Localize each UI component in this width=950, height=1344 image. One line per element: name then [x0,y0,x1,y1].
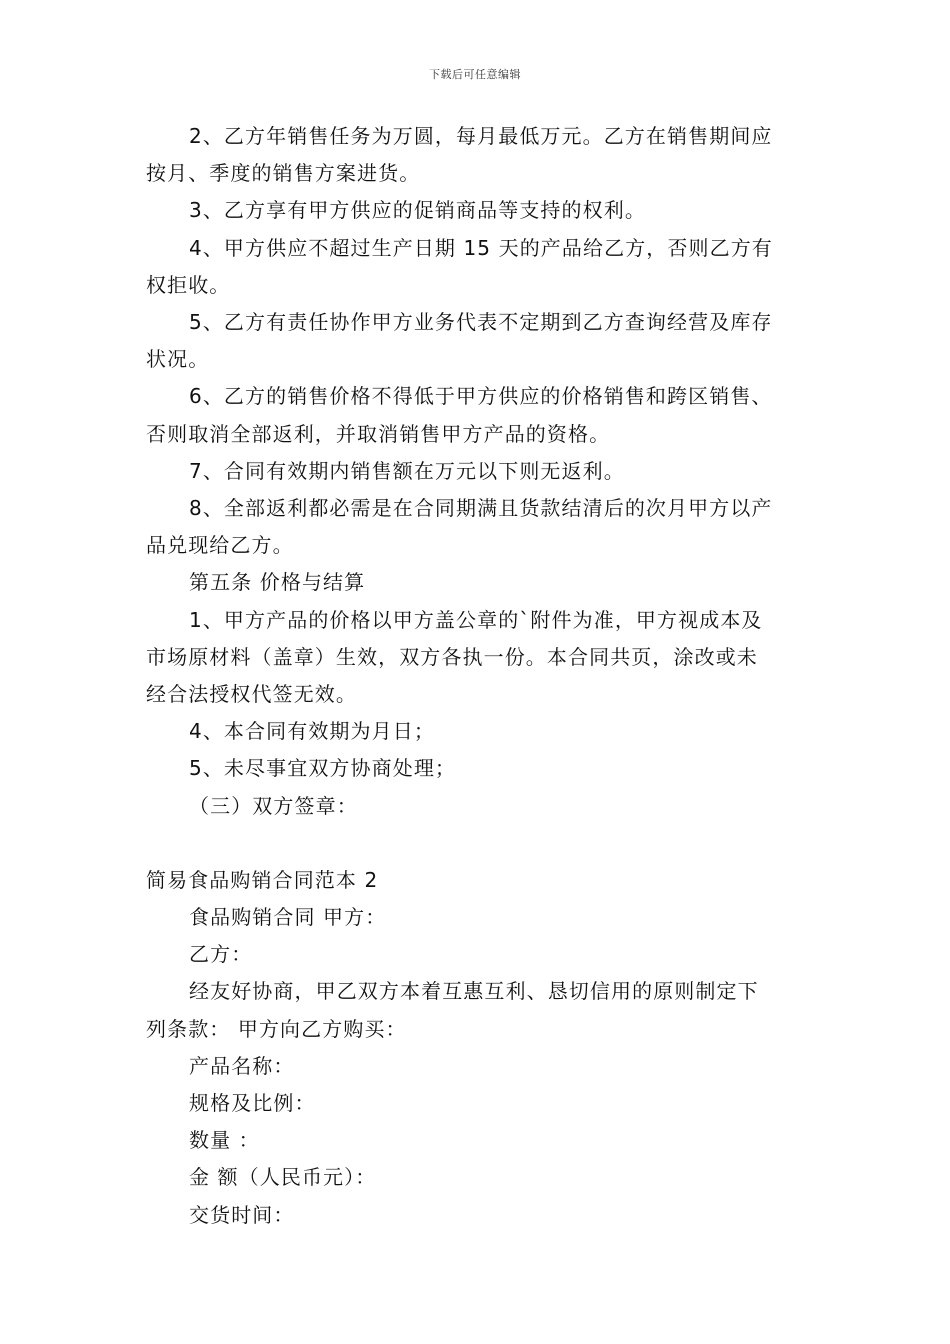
paragraph-line: 2、乙方年销售任务为万圆，每月最低万元。乙方在销售期间应 [189,124,773,148]
paragraph-line: 1、甲方产品的价格以甲方盖公章的`附件为准，甲方视成本及 [189,607,763,632]
paragraph-line: 经友好协商，甲乙双方本着互惠互利、恳切信用的原则制定下 [189,979,759,1004]
paragraph-line: 权拒收。 [146,272,231,297]
document-body [146,118,806,1234]
section-heading: 第五条 价格与结算 [189,570,366,595]
form-field-label: 交货时间： [189,1202,295,1227]
paragraph-line: 4、本合同有效期为月日； [189,719,435,744]
paragraph-line: 6、乙方的销售价格不得低于甲方供应的价格销售和跨区销售、 [189,384,773,409]
paragraph-line: 按月、季度的销售方案进货。 [146,161,421,186]
paragraph-line: 5、乙方有责任协作甲方业务代表不定期到乙方查询经营及库存 [189,310,773,335]
paragraph-line: 乙方： [189,942,253,967]
paragraph-line: 市场原材料（盖章）生效，双方各执一份。本合同共页，涂改或未 [146,644,758,669]
form-field-label: 数量 ： [189,1128,260,1153]
form-field-label: 金 额（人民币元）： [189,1165,377,1190]
paragraph-line: （三）双方签章： [189,793,358,818]
page-header: 下载后可任意编辑 [429,68,521,81]
paragraph-line: 品兑现给乙方。 [146,533,294,558]
paragraph-line: 3、乙方享有甲方供应的促销商品等支持的权利。 [189,198,646,223]
paragraph-line: 7、合同有效期内销售额在万元以下则无返利。 [189,458,625,483]
paragraph-line: 状况。 [146,347,210,372]
form-field-label: 产品名称： [189,1053,295,1078]
paragraph-line: 否则取消全部返利，并取消销售甲方产品的资格。 [146,421,611,446]
paragraph-line: 4、甲方供应不超过生产日期 15 天的产品给乙方，否则乙方有 [189,235,773,260]
paragraph-line: 经合法授权代签无效。 [146,682,357,707]
paragraph-line: 列条款： 甲方向乙方购买： [146,1016,407,1041]
paragraph-line: 5、未尽事宜双方协商处理； [189,756,457,781]
paragraph-line: 8、全部返利都必需是在合同期满且货款结清后的次月甲方以产 [189,496,773,521]
form-field-label: 规格及比例： [189,1091,316,1116]
blank-line [146,825,806,862]
document-title: 简易食品购销合同范本 2 [146,867,379,892]
paragraph-line: 食品购销合同 甲方： [189,905,387,930]
